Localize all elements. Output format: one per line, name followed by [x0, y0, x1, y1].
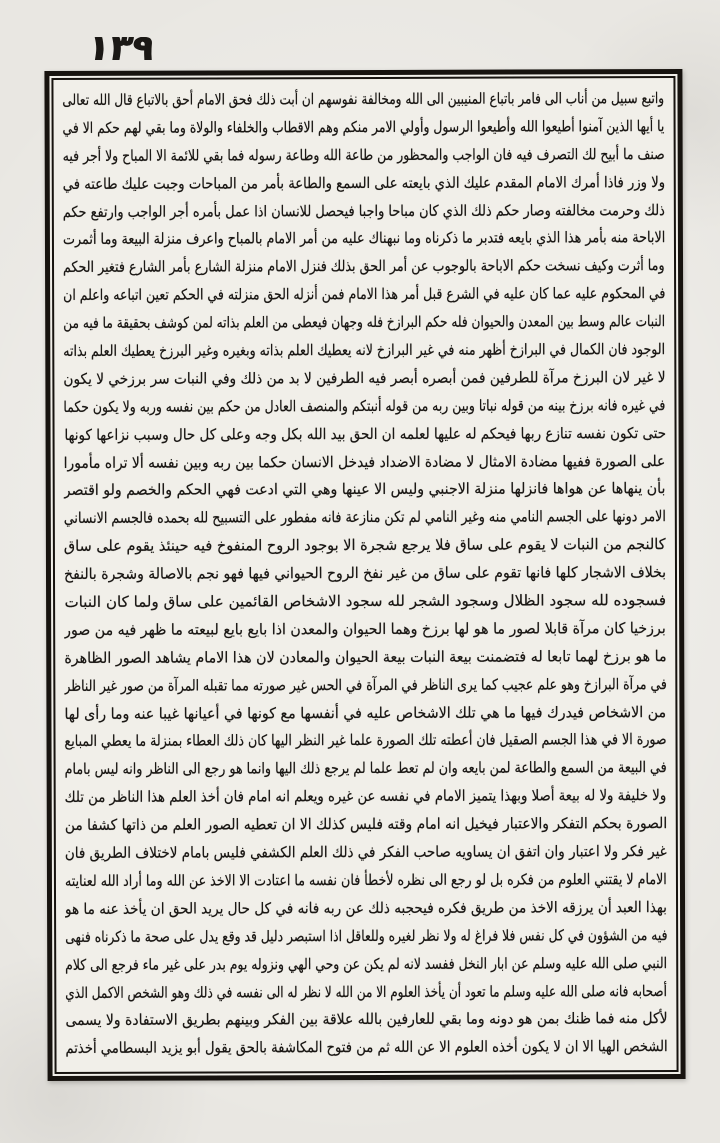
text-line: النبي صلى الله عليه وسلم عن ابار النخل ففسد لانه لم يكن عن وحي الهي ونزوله يوم بدر على غير ماء فرجع الى كلام: [65, 953, 668, 974]
text-line: الامام لا يقتني العلوم من فكره بل لو رجع الى نظره لأخطأ فان نفسه ما اعتادت الا الاخذ عن الله وما أراد الله لعنايته: [65, 869, 667, 890]
text-line: واتبع سبيل من أناب الى فامر باتباع المنيبين الى الله ومخالفة نفوسهم ان أبت ذلك فحق الامام أحق بالاتباع قال الله تعالى: [62, 89, 665, 109]
text-line: في غيره فانه برزخ بينه من قوله نباتا وبين ربه من قوله أنبتكم والمنصف العادل من حكم بين نفسه وربه ولا يكون حكما: [63, 395, 666, 416]
text-line: الوجود فان الكمال في البرازخ أظهر منه في غير البرازخ لانه يعطيك العلم بذاته وبغيره وغير البرزخ يعطيك العلم بذاته: [63, 340, 666, 360]
text-line: الصورة بحكم التفكر والاعتبار فيخيل انه امام وقته فليس كذلك الا ان تعطيه الصور العلم من ذاتها كشفا من: [64, 814, 667, 835]
text-line: وما أثرت وكيف نسخت حكم الاباحة بالوجوب عن أمر الحق بذلك فنزل الامام منزلة الشارع بأمر الشارع فتغير الحكم: [63, 256, 666, 277]
text-line: فسجوده لله سجود الظلال وسجود الشجر لله سجود الاشخاص القائمين على ساق ولما كان النبات: [64, 591, 667, 611]
text-line: برزخيا كان مرآة قابلا لصور ما هو لها برزخ وهما الحيوان والمعدن اذا بايع بايع لبيعته ما ظهر فيه من صور: [64, 618, 667, 639]
text-line: في البيعة من السمع والطاعة لمن بايعه وان لم تعط علما لم يرجع ذلك اليها وانما هو رجع الى الناظر وانه ليس بامام: [64, 758, 667, 779]
body-text: [62, 85, 667, 1065]
page-border-inner-rule: [51, 76, 678, 1074]
text-line: النبات عالم وسط بين المعدن والحيوان فله حكم البرازخ فله وجهان فيعطى من العلم بذاته لمن كوشف بحقيقة ما فيه من: [63, 312, 666, 333]
text-line: ما هو برزخ لهما تابعا له فتضمنت بيعة النبات بيعة الحيوان والمعادن لان هذا الامام يشاهد الصور الظاهرة: [63, 646, 667, 667]
text-line: ولا وزر فاذا أمرك الامام المقدم عليك الذي بايعته على السمع والطاعة بأمر من المباحات وجبت عليك طاعته في: [62, 172, 665, 193]
text-line: الشخص الهيا الا ان لا يكون أخذه العلوم الا عن الله ثم من فتوح المكاشفة بالحق يقول أبو يزيد البسطامي أخذتم: [65, 1037, 668, 1058]
text-line: كالنجم من النبات لا يقوم على ساق فلا يرجع شجرة الا بوجود الروح المنفوخ فيه حينئذ يقوم على ساق: [64, 535, 666, 556]
text-line: بأن ينهاها عن هواها فانزلها منزلة الاجنبي وليس الا عينها وهي التي ادعت فهي الحكم والخصم ولو اقتصر: [63, 479, 666, 500]
text-line: أصحابه فانه صلى الله عليه وسلم ما تعود أن يأخذ العلوم الا من الله لا نظر له الى نفسه في ذلك وهو الشخص الاكمل الذي: [65, 981, 668, 1002]
text-line: لا غير لان البرزخ مرآة للطرفين فمن أبصره أبصر فيه الطرفين لا بد من ذلك وفي النبات سر برزخي لا يكون: [63, 367, 666, 388]
text-line: لأكل منه فما ظنك بمن هو دونه وما بقي للعارفين بالله علاقة بين الفكر وبينهم بطريق الاستفادة ولا يسمى: [65, 1009, 668, 1030]
text-line: بهذا العبد أن يرزقه الاخذ من طريق فكره فيحجبه ذلك عن ربه فانه في كل حال يريد الحق ان يأخذ عنه ما هو: [65, 897, 668, 918]
text-line: صنف ما أبيح لك التصرف فيه فان الواجب والمحظور من طاعة الله وطاعة رسوله فما بقي للائمة الا المباح ولا أجر فيه: [62, 144, 665, 165]
text-line: الاباحة منه بأمر هذا الذي بايعه فتدبر ما ذكرناه وما نبهناك عليه من أمر الامام بالمباح واعرف منزلة البيعة وما أثمرت: [62, 228, 665, 249]
text-line: بخلاف الاشجار كلها فانها تقوم على ساق من غير نفخ الروح الحيواني فيها فهو نجم بالاصالة وشجرة بالنفخ: [63, 563, 667, 584]
text-line: من الاشخاص فيدرك فيها ما هي تلك الاشخاص عليه في أنفسها مع كونها في أعيانها غيبا عنه وما رأى لها: [64, 702, 667, 723]
text-line: حتى تكون نفسه تنازع ربها فيحكم له عليها لعلمه ان الحق بيد الله بكل وجه وعلى كل حال وسبب نزاعها كونها: [63, 423, 666, 444]
page-border-frame: [44, 69, 685, 1081]
text-line: الامر دونها على الجسم النامي منه وغير النامي لم تكن منازعة فانه مفطور على التسبيح لله بحمده فالجسم الانساني: [63, 507, 666, 528]
page-number: ١٣٩: [84, 28, 158, 69]
text-line: صورة الا في هذا الجسم الصقيل فان أعطته تلك الصورة علما غير النظر اليها كان ذلك العطاء بمنزلة ما يعطي المبايع: [64, 730, 667, 751]
text-line: ولا خليفة ولا له بيعة أصلا وبهذا يتميز الامام في نفسه عن غيره ويعلم انه امام فان أخذ العلم هذا الناظر من تلك: [65, 786, 667, 807]
text-line: ذلك وحرمت مخالفته وصار حكم ذلك الذي كان مباحا واجبا فيحصل للانسان اذا عمل بأمره أجر الواجب وارتفع حكم: [62, 200, 665, 221]
text-line: على الصورة ففيها مضادة الامثال لا مضادة الاضداد فيدخل الانسان حكما بين ربه وبين نفسه ألا تراه مأمورا: [63, 451, 666, 472]
text-line: في مرآة البرازخ وهو علم عجيب كما يرى الناظر في المرآة في الحس غير صورته مما تقبله المرآة من صور غير الناظر: [63, 674, 667, 695]
text-line: في المحكوم عليه عما كان عليه في الشرع قبل أمر هذا الامام فمن أنزله الحق منزلته في الحكم تعين اتباعه واعلم ان: [62, 284, 666, 305]
text-line: فيه من الشؤون في كل نفس فلا فراغ له ولا نظر لغيره وللعاقل اذا استبصر دليل قد وقع يدل على صحة ما ذكرناه فنهى: [64, 925, 668, 946]
text-line: يا أيها الذين آمنوا أطيعوا الله وأطيعوا الرسول وأولي الامر منكم وهم الاقطاب والخلفاء والولاة وما بقي لهم حكم الا في: [62, 116, 665, 137]
text-line: غير فكر ولا اعتبار وان اتفق ان يساويه صاحب الفكر في ذلك العلم الكشفي فليس بامام لاختلاف الطريق فان: [64, 842, 667, 862]
